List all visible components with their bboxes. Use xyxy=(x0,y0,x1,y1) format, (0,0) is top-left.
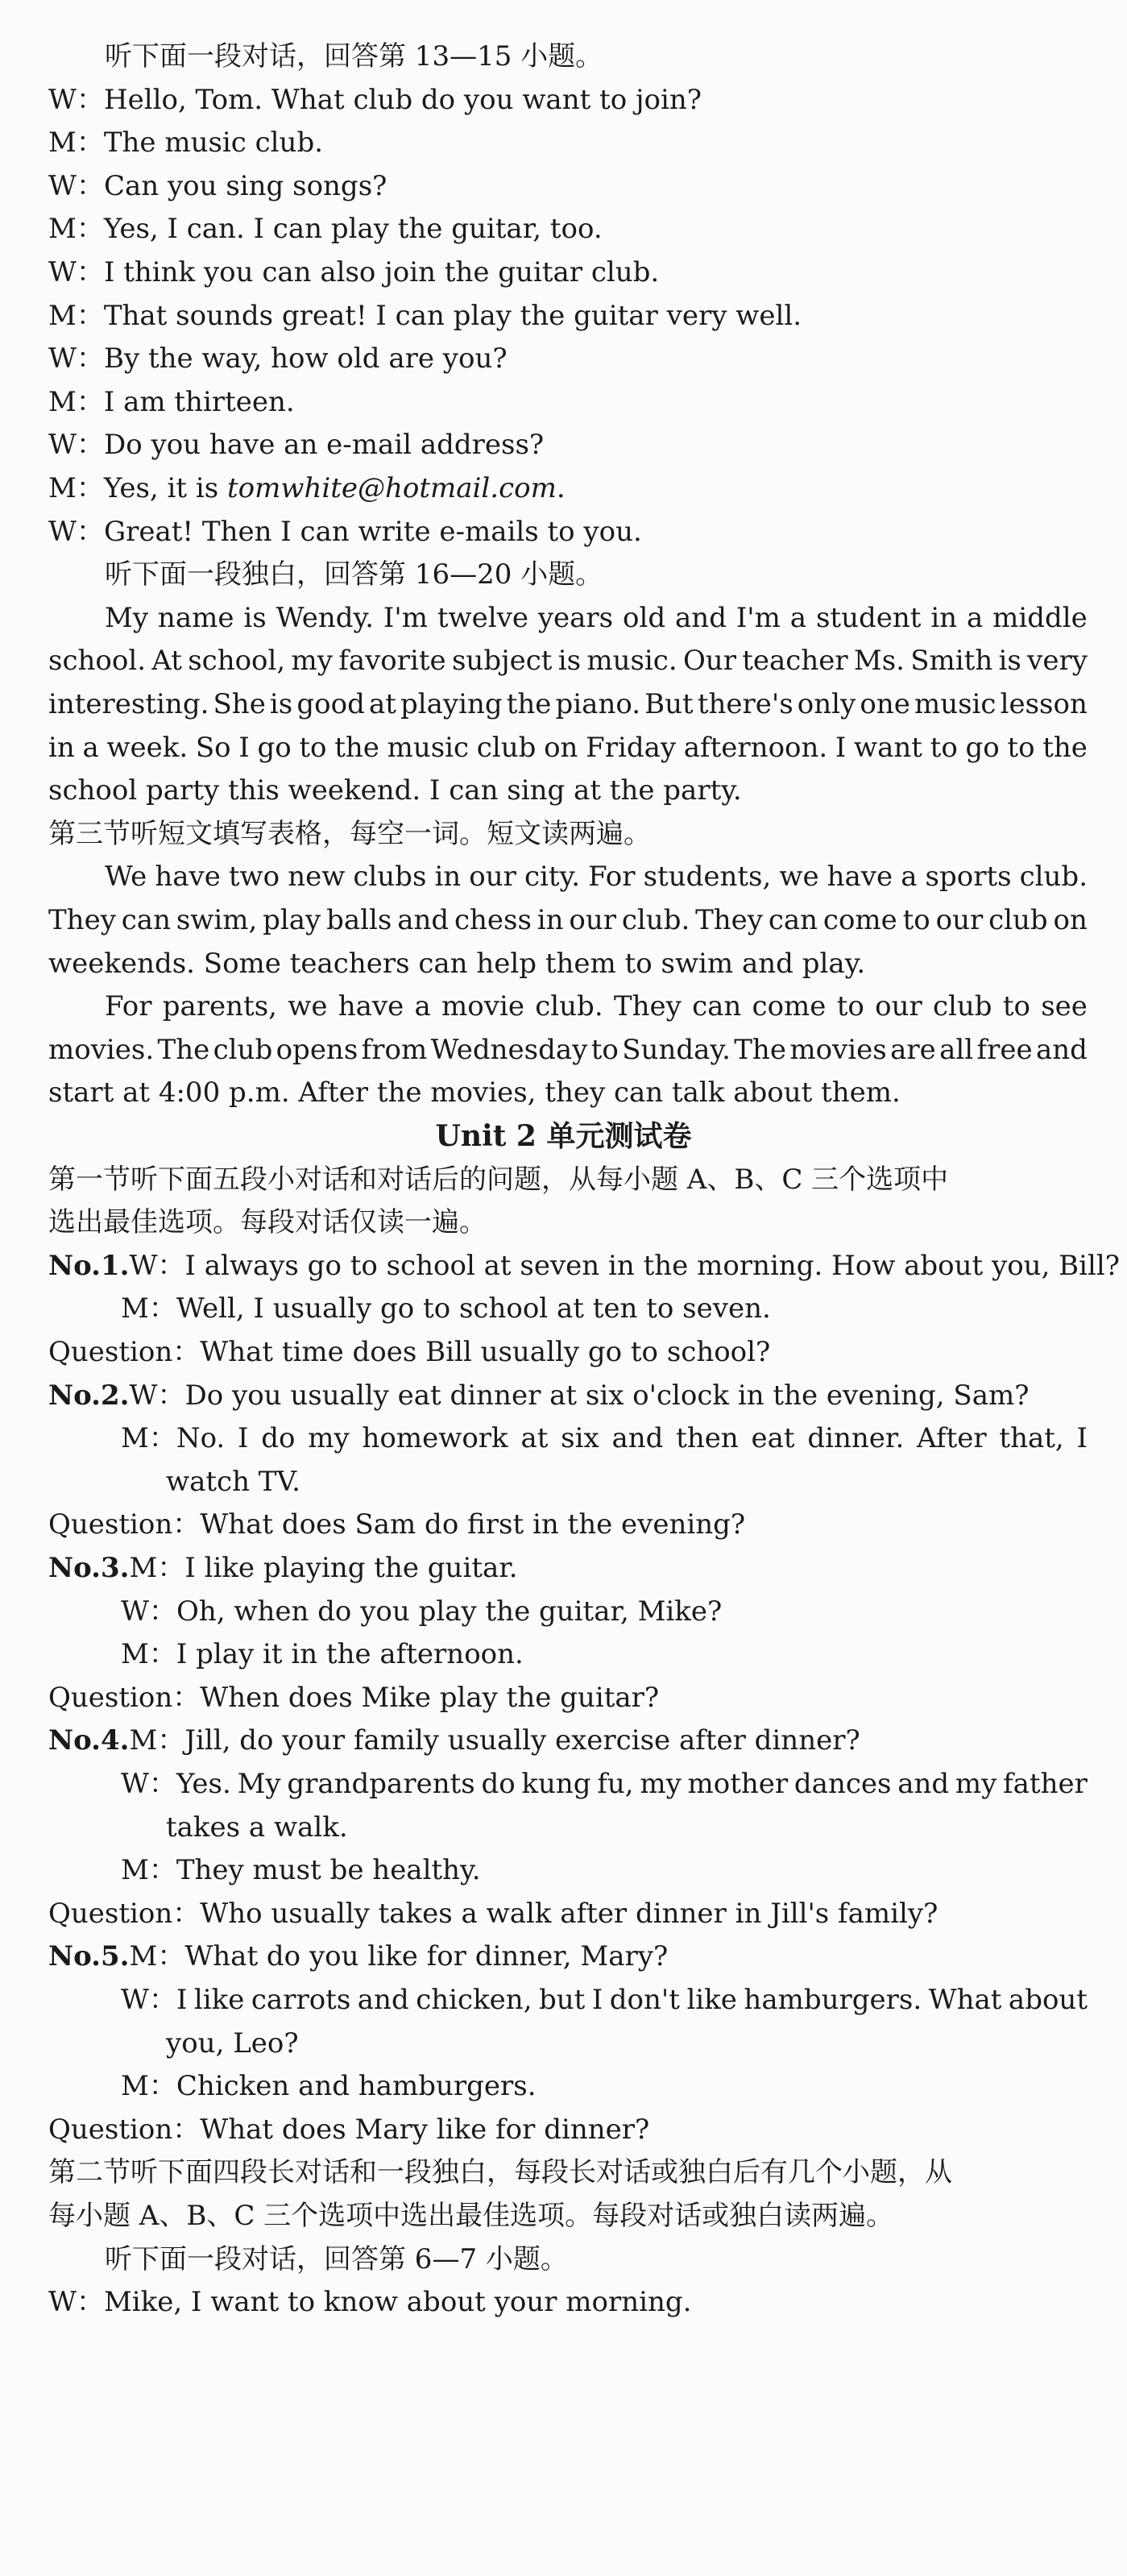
dialogue-line xyxy=(48,427,1088,463)
word: club. xyxy=(1019,861,1088,894)
section-instruction: 听短文填写表格，每空一词。短文读两遍。 xyxy=(131,817,651,850)
speaker: W： xyxy=(48,515,104,548)
word: from xyxy=(361,1033,428,1066)
question-label: Question： xyxy=(48,1681,201,1714)
section-label: 第二节 xyxy=(48,2156,131,2189)
dialogue-text: Mike, I want to know about your morning. xyxy=(103,2286,692,2319)
word: At xyxy=(151,645,182,678)
word: We xyxy=(105,861,147,894)
dialogue-text: I am thirteen. xyxy=(103,385,295,418)
numbered-item xyxy=(48,1248,1121,1284)
word: lesson xyxy=(1000,688,1088,720)
instruction-text: 每小题 A、B、C 三个选项中选出最佳选项。每段对话或独白读两遍。 xyxy=(48,2200,894,2232)
dialogue-line xyxy=(121,1594,1127,1629)
dialogue-line xyxy=(121,1982,1088,2018)
speaker: M： xyxy=(48,299,104,332)
word: For xyxy=(588,861,636,894)
word: only xyxy=(797,688,856,720)
speaker: W： xyxy=(48,2286,104,2319)
word: I xyxy=(238,731,250,764)
word: Wednesday xyxy=(430,1033,588,1066)
word: and xyxy=(897,1768,950,1800)
word: to xyxy=(1007,731,1035,764)
instruction-line xyxy=(48,2198,1088,2234)
question-line xyxy=(48,2112,1088,2147)
word: my xyxy=(291,645,333,678)
word: there's xyxy=(697,688,793,720)
word: They xyxy=(613,990,682,1023)
section-instruction: 听下面五段小对话和对话后的问题，从每小题 A、B、C 三个选项中 xyxy=(131,1163,949,1196)
word: W：Yes. xyxy=(121,1768,231,1800)
word: For xyxy=(105,990,152,1023)
word: is xyxy=(269,688,293,720)
word: don't xyxy=(609,1984,680,2016)
paragraph-text: school party this weekend. I can sing at the party. xyxy=(48,774,742,807)
word: I xyxy=(591,1984,603,2016)
question-line xyxy=(48,1896,1088,1931)
question-label: Question： xyxy=(48,2113,201,2146)
word: The xyxy=(157,1033,210,1066)
word: interesting. xyxy=(48,688,209,720)
word: can xyxy=(768,904,818,936)
word: can xyxy=(121,904,171,936)
word: middle xyxy=(992,601,1088,634)
intro-text: 听下面一段对话，回答第 6—7 小题。 xyxy=(105,2242,568,2275)
word: piano. xyxy=(555,688,641,720)
word: teacher xyxy=(742,645,848,678)
dialogue-line xyxy=(48,211,1088,247)
word: music. xyxy=(586,645,677,678)
word: very xyxy=(1027,645,1088,678)
word: the xyxy=(334,731,379,764)
speaker: M： xyxy=(129,1552,185,1584)
word: I xyxy=(238,1422,249,1455)
word: go xyxy=(965,731,1000,764)
word: My xyxy=(105,601,149,634)
word: dinner. xyxy=(807,1422,905,1455)
paragraph-line xyxy=(105,600,1088,636)
word: my xyxy=(308,1422,350,1455)
word: student xyxy=(815,601,922,634)
word: our xyxy=(875,990,922,1023)
word: all xyxy=(939,1033,974,1066)
question-text: What does Sam do first in the evening? xyxy=(200,1508,746,1541)
word: do xyxy=(261,1422,296,1455)
speaker: M： xyxy=(48,213,104,246)
word: see xyxy=(1041,990,1088,1023)
word: the xyxy=(1042,731,1088,764)
dialogue-line xyxy=(48,2284,1088,2320)
word: at xyxy=(368,688,396,720)
word: Ms. xyxy=(853,645,905,678)
section-heading xyxy=(48,816,1088,852)
word: chess xyxy=(454,904,532,936)
word: my xyxy=(640,1768,682,1800)
dialogue-continuation xyxy=(166,1464,1127,1500)
question-text: When does Mike play the guitar? xyxy=(200,1681,660,1714)
paragraph-line xyxy=(48,730,1088,765)
word: and xyxy=(357,1984,409,2016)
word: school, xyxy=(188,645,286,678)
word: But xyxy=(644,688,694,720)
word: eat xyxy=(751,1422,795,1455)
word: Smith xyxy=(910,645,993,678)
speaker: W： xyxy=(48,429,104,462)
word: They xyxy=(48,904,116,936)
paragraph-line xyxy=(48,1032,1088,1068)
word: The xyxy=(734,1033,786,1066)
unit-title xyxy=(0,1118,1127,1154)
speaker: M： xyxy=(129,1724,185,1757)
section-intro xyxy=(105,2242,1127,2277)
speaker: M： xyxy=(129,1940,185,1973)
section-intro xyxy=(105,39,1127,74)
word: playing xyxy=(400,688,503,720)
numbered-item xyxy=(48,1550,1088,1586)
word: at xyxy=(520,1422,549,1455)
word: Our xyxy=(682,645,736,678)
paragraph-line xyxy=(48,902,1088,938)
word: city. xyxy=(524,861,581,894)
word: movies xyxy=(789,1033,887,1066)
word: club xyxy=(476,731,537,764)
email-address: tomwhite@hotmail.com xyxy=(226,472,557,504)
word: but xyxy=(539,1984,586,2016)
word: I'm xyxy=(735,601,781,634)
word: on xyxy=(1053,904,1088,936)
word: our xyxy=(569,904,617,936)
word: want xyxy=(854,731,922,764)
word: come xyxy=(752,990,827,1023)
word: club. xyxy=(535,990,603,1023)
word: have xyxy=(827,861,893,894)
numbered-item xyxy=(48,1939,1088,1974)
question-line xyxy=(48,1680,1088,1715)
word: in xyxy=(537,904,564,936)
word: that, xyxy=(999,1422,1064,1455)
paragraph-line xyxy=(48,946,1088,981)
word: we xyxy=(288,990,328,1023)
word: balls xyxy=(326,904,392,936)
word: have xyxy=(155,861,221,894)
dialogue-text: Jill, do your family usually exercise after dinner? xyxy=(184,1724,860,1757)
dialogue-text: The music club. xyxy=(103,127,324,160)
paragraph-line xyxy=(48,1075,1088,1110)
word: can xyxy=(692,990,742,1023)
question-text: What does Mary like for dinner? xyxy=(200,2113,650,2146)
word: old xyxy=(623,601,666,634)
word: a xyxy=(966,601,984,634)
item-number: No.3. xyxy=(48,1552,130,1584)
word: then xyxy=(676,1422,739,1455)
question-label: Question： xyxy=(48,1336,201,1368)
word: club. xyxy=(621,904,690,936)
word: and xyxy=(397,904,450,936)
word: swim, xyxy=(176,904,258,936)
paragraph-line xyxy=(48,773,1088,808)
dialogue-text: Hello, Tom. What club do you want to join? xyxy=(103,83,702,116)
word: movies. xyxy=(48,1033,155,1066)
word: like xyxy=(193,1984,245,2016)
word: to xyxy=(930,731,958,764)
dialogue-text: I play it in the afternoon. xyxy=(176,1638,524,1671)
word: So xyxy=(195,731,231,764)
word: is xyxy=(557,645,582,678)
question-label: Question： xyxy=(48,1897,201,1930)
question-text: Who usually takes a walk after dinner in Jill's family? xyxy=(200,1897,938,1930)
word: movie xyxy=(441,990,524,1023)
dialogue-line xyxy=(48,384,1088,420)
word: opens xyxy=(276,1033,358,1066)
unit-title-text: Unit 2 单元测试卷 xyxy=(435,1119,692,1153)
paragraph-line xyxy=(105,859,1088,894)
word: our xyxy=(935,904,984,936)
dialogue-line xyxy=(48,471,1088,506)
speaker: M： xyxy=(121,1854,176,1887)
word: six xyxy=(561,1422,599,1455)
word: twelve xyxy=(437,601,528,634)
dialogue-text: Well, I usually go to school at ten to seven. xyxy=(176,1292,771,1325)
dialogue-text: Can you sing songs? xyxy=(103,169,387,202)
speaker: W： xyxy=(48,342,104,375)
paragraph-text: start at 4:00 p.m. After the movies, they can talk about them. xyxy=(48,1076,901,1110)
speaker: M： xyxy=(121,1292,176,1325)
word: name xyxy=(157,601,234,634)
question-line xyxy=(48,1334,1088,1370)
word: parents, xyxy=(162,990,277,1023)
word: carrots xyxy=(251,1984,351,2016)
word: sports xyxy=(925,861,1012,894)
paragraph-line xyxy=(48,687,1088,722)
word: to xyxy=(590,1033,619,1066)
dialogue-text: Do you have an e-mail address? xyxy=(103,429,545,462)
word: They xyxy=(695,904,764,936)
dialogue-line xyxy=(121,1421,1088,1456)
word: students, xyxy=(643,861,772,894)
word: come xyxy=(822,904,897,936)
word: homework xyxy=(362,1422,508,1455)
word: in xyxy=(48,731,75,764)
word: our xyxy=(469,861,516,894)
question-line xyxy=(48,1507,1088,1542)
numbered-item xyxy=(48,1378,1088,1413)
instruction-line xyxy=(48,1205,1088,1240)
word: we xyxy=(779,861,819,894)
item-number: No.1. xyxy=(48,1249,130,1282)
punct: . xyxy=(556,472,566,504)
word: W：I xyxy=(121,1984,188,2016)
word: grandparents xyxy=(287,1768,475,1800)
paragraph-text: weekends. Some teachers can help them to swim and play. xyxy=(48,947,866,980)
dialogue-line xyxy=(48,125,1088,160)
intro-text: 听下面一段独白，回答第 16—20 小题。 xyxy=(105,558,603,591)
word: kung xyxy=(521,1768,591,1800)
word: afternoon. xyxy=(683,731,828,764)
dialogue-line xyxy=(48,514,1088,550)
word: the xyxy=(506,688,552,720)
word: Sunday. xyxy=(622,1033,731,1066)
dialogue-line xyxy=(121,1766,1088,1802)
dialogue-text: Chicken and hamburgers. xyxy=(176,2070,537,2103)
dialogue-text: Yes, I can. I can play the guitar, too. xyxy=(103,213,603,246)
speaker: M： xyxy=(48,472,104,504)
word: dances xyxy=(793,1768,892,1800)
item-number: No.2. xyxy=(48,1379,130,1412)
word: to xyxy=(902,904,930,936)
dialogue-text: That sounds great! I can play the guitar very well. xyxy=(103,299,802,332)
word: What xyxy=(928,1984,1002,2016)
word: I xyxy=(835,731,847,764)
word: years xyxy=(537,601,614,634)
word: chicken, xyxy=(416,1984,532,2016)
word: and xyxy=(1035,1033,1088,1066)
word: in xyxy=(434,861,462,894)
section-label: 第一节 xyxy=(48,1163,131,1196)
word: to xyxy=(836,990,864,1023)
word: like xyxy=(686,1984,737,2016)
dialogue-line xyxy=(48,341,1088,376)
speaker: M： xyxy=(121,1638,176,1671)
word: clubs xyxy=(353,861,427,894)
dialogue-continuation xyxy=(166,2026,1127,2061)
dialogue-text: I think you can also join the guitar club. xyxy=(103,256,660,288)
section-label: 第三节 xyxy=(48,817,131,850)
dialogue-text: Oh, when do you play the guitar, Mike? xyxy=(176,1595,723,1628)
item-number: No.4. xyxy=(48,1724,130,1757)
speaker: W： xyxy=(129,1379,185,1412)
word: have xyxy=(338,990,404,1023)
word: a xyxy=(82,731,99,764)
paragraph-line xyxy=(105,989,1088,1024)
word: play xyxy=(263,904,321,936)
dialogue-text: What do you like for dinner, Mary? xyxy=(184,1940,669,1973)
speaker: M： xyxy=(121,2070,176,2103)
dialogue-line xyxy=(121,1636,1127,1672)
word: I'm xyxy=(383,601,428,634)
word: one xyxy=(860,688,910,720)
speaker: M： xyxy=(48,385,104,418)
word: hamburgers. xyxy=(744,1984,922,2016)
dialogue-text: By the way, how old are you? xyxy=(103,342,508,375)
dialogue-text: Great! Then I can write e-mails to you. xyxy=(103,515,642,548)
numbered-item xyxy=(48,1723,1088,1758)
dialogue-continuation xyxy=(166,1810,1127,1845)
word: school. xyxy=(48,645,147,678)
word: to xyxy=(1002,990,1030,1023)
instruction-text: 选出最佳选项。每段对话仅读一遍。 xyxy=(48,1206,487,1239)
dialogue-text: Do you usually eat dinner at six o'clock in the evening, Sam? xyxy=(184,1379,1030,1412)
speaker: W： xyxy=(48,256,104,288)
word: club xyxy=(932,990,992,1023)
speaker: M： xyxy=(48,127,104,160)
dialogue-line xyxy=(48,255,1088,290)
word: Friday xyxy=(586,731,677,764)
word: and xyxy=(675,601,727,634)
word: go xyxy=(257,731,292,764)
speaker: W： xyxy=(48,169,104,202)
word: are xyxy=(890,1033,936,1066)
question-label: Question： xyxy=(48,1508,201,1541)
dialogue-text: you, Leo? xyxy=(166,2026,299,2060)
word: My xyxy=(237,1768,281,1800)
word: Wendy. xyxy=(276,601,375,634)
dialogue-text: watch TV. xyxy=(166,1465,300,1498)
item-number: No.5. xyxy=(48,1940,130,1973)
word: good xyxy=(296,688,365,720)
dialogue-line xyxy=(121,1291,1127,1326)
word: a xyxy=(901,861,918,894)
word: about xyxy=(1008,1984,1088,2016)
speaker: W： xyxy=(121,1595,176,1628)
dialogue-text: I like playing the guitar. xyxy=(184,1552,518,1584)
dialogue-line xyxy=(48,168,1088,204)
word: in xyxy=(930,601,958,634)
word: subject xyxy=(451,645,553,678)
word: a xyxy=(414,990,431,1023)
speaker: W： xyxy=(129,1249,185,1282)
word: music xyxy=(387,731,470,764)
word: After xyxy=(917,1422,987,1455)
dialogue-text: Yes, it is xyxy=(103,472,227,504)
dialogue-line xyxy=(48,298,1088,334)
word: to xyxy=(299,731,327,764)
section-heading xyxy=(48,1162,1088,1197)
word: new xyxy=(288,861,346,894)
section-instruction: 听下面四段长对话和一段独白，每段长对话或独白后有几个小题，从 xyxy=(131,2156,952,2189)
word: mother xyxy=(687,1768,789,1800)
section-heading xyxy=(48,2155,1088,2190)
paragraph-line xyxy=(48,643,1088,678)
word: club xyxy=(988,904,1048,936)
word: is xyxy=(998,645,1021,678)
section-intro xyxy=(105,557,1127,592)
question-text: What time does Bill usually go to school? xyxy=(200,1336,771,1368)
word: free xyxy=(976,1033,1033,1066)
word: club xyxy=(213,1033,273,1066)
word: fu, xyxy=(597,1768,634,1800)
word: a xyxy=(789,601,807,634)
word: I xyxy=(1076,1422,1088,1455)
word: week. xyxy=(106,731,189,764)
speaker: W： xyxy=(48,83,104,116)
dialogue-text: I always go to school at seven in the morning. How about you, Bill? xyxy=(184,1249,1121,1282)
dialogue-text: They must be healthy. xyxy=(176,1854,481,1887)
word: M：No. xyxy=(121,1422,226,1455)
word: is xyxy=(243,601,267,634)
word: my xyxy=(955,1768,997,1800)
intro-text: 听下面一段对话，回答第 13—15 小题。 xyxy=(105,40,603,73)
dialogue-text: takes a walk. xyxy=(166,1811,348,1844)
word: favorite xyxy=(338,645,446,678)
word: music xyxy=(914,688,996,720)
word: father xyxy=(1003,1768,1088,1800)
word: do xyxy=(481,1768,516,1800)
dialogue-line xyxy=(121,2068,1127,2104)
word: and xyxy=(611,1422,664,1455)
word: She xyxy=(213,688,266,720)
dialogue-line xyxy=(121,1852,1127,1888)
word: on xyxy=(544,731,578,764)
dialogue-line xyxy=(48,82,1088,118)
word: two xyxy=(228,861,280,894)
